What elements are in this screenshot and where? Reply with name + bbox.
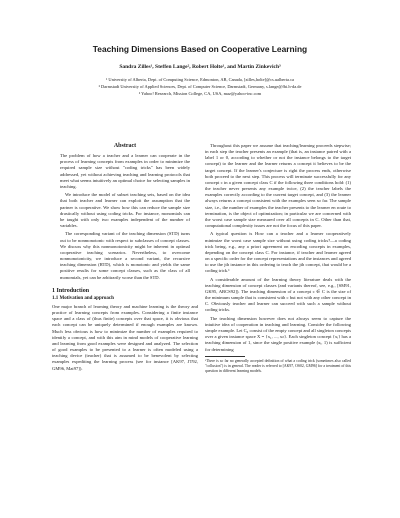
intro-paragraph: One major branch of learning theory and machine learning is the theory and practice of learning concepts from examples. Considering a finite instance space and a class of (thus finite) concepts over that space, it is obvious that each concept can be uniquely determined if enough examples are known. Much less obvious is how to minimize the number of examples required to identify a concept, and with this aim in mind models of cooperative learning and learning from good examples were designed and analyzed. The selection of good examples to be presented to a learner is often modeled using a teaching device (teacher) that is assumed to be benevolent by selecting examples expediting the learning process (see for instance [AK97, JT92, GM96, Mat97]). (52, 303, 198, 371)
abstract-paragraph: The corresponding variant of the teaching dimension (STD) turns out to be nonmonotonic with respect to subclasses of concept classes. We discuss why this nonmonotonicity might be inherent in optimal cooperative teaching scenarios. Nevertheless, to overcome nonmonotonicity, we introduce a second variant, the recursive teaching dimension (RTD), which is monotonic and yields the same positive results for some concept classes, such as the class of all monomials, yet can be arbitrarily worse than the STD. (60, 231, 190, 280)
footnote: ¹There is so far no generally accepted definition of what a coding trick (sometimes also called "collusion") is in general. The reader is referred to [AK97, OS02, GM96] for a treatment of this question in different learning models. (205, 358, 351, 373)
section-heading-introduction: 1 Introduction (52, 287, 90, 294)
affiliation-2: ² Darmstadt University of Applied Sciences, Dept. of Computer Science, Darmstadt, Germany, s.lange@fbi.h-da.de (98, 84, 302, 89)
body-paragraph: A typical question is How can a teacher and a learner cooperatively minimize the worst case sample size without using coding tricks?—a coding trick being, e.g., any a priori agreement on encoding concepts in examples, depending on the concept class C. For instance, if teacher and learner agreed on a specific order for the concept representations and the instances and agreed to use the jth instance in this ordering to teach the jth concept, that would be a coding trick.¹ (205, 231, 351, 274)
body-paragraph: A considerable amount of the learning theory literature deals with the teaching dimension of concept classes (and variants thereof, see, e.g., [SM91, GK95, ABCS92]). The teaching dimension of a concept c ∈ C is the size of the minimum sample that is consistent with c but not with any other concept in C. Obviously teacher and learner can succeed with such a sample without coding tricks. (205, 276, 351, 313)
right-column (205, 143, 351, 376)
author-list: Sandra Zilles¹, Steffen Lange², Robert Holte¹, and Martin Zinkevich³ (119, 64, 281, 70)
footnote-rule (205, 356, 245, 357)
left-column (52, 143, 198, 374)
paper-title: Teaching Dimensions Based on Cooperative Learning (92, 44, 308, 54)
subsection-heading-motivation: 1.1 Motivation and approach (52, 295, 114, 301)
abstract-paragraph: The problem of how a teacher and a learner can cooperate in the process of learning concepts from examples in order to minimize the required sample size without "coding tricks" has been widely addressed, yet without achieving teaching and learning protocols that meet what seems intuitively an optimal choice for selecting samples in teaching. (60, 153, 190, 189)
abstract (52, 153, 198, 281)
affiliation-3: ³ Yahoo! Research, Mission College, CA, USA, maz@yahoo-inc.com (138, 91, 262, 96)
abstract-heading: Abstract (113, 143, 137, 149)
affiliation-1: ¹ University of Alberta, Dept. of Computing Science, Edmonton, AB, Canada, [zilles,holte]@cs.ualberta.ca (105, 77, 294, 82)
abstract-paragraph: We introduce the model of subset teaching sets, based on the idea that both teacher and learner can exploit the assumption that the partner is cooperative. We show how this can reduce the sample size drastically without using coding tricks. For instance, monomials can be taught with only two examples independent of the number of variables. (60, 192, 190, 229)
body-paragraph: Throughout this paper we assume that teaching/learning proceeds stepwise; in each step the teacher presents an example (that is, an instance paired with a label 1 or 0, according to whether or not the instance belongs to the target concept) to the learner and the learner returns a concept it believes to be the target concept. If the learner's conjecture is right the process ends, otherwise both proceed to the next step. This process will terminate successfully for any concept c in a given concept class C if the following three conditions hold: (1) the teacher never presents any example twice, (2) the teacher labels the examples correctly according to the current target concept, and (3) the learner always returns a concept consistent with the examples seen so far. The sample size, i.e., the number of examples the teacher presents to the learner en route to termination, is the object of optimization; in particular we are concerned with the worst case sample size measured over all concepts in C. Other than that, computational complexity issues are not the focus of this paper. (205, 143, 351, 229)
body-paragraph: The teaching dimension however does not always seem to capture the intuitive idea of cooperation in teaching and learning. Consider the following simple example. Let C₀ consist of the empty concept and all singleton concepts over a given instance space X = {x₁, ..., xₙ}. Each singleton concept {xᵢ} has a teaching dimension of 1, since the single positive example (xᵢ, 1) is sufficient for determining (205, 315, 351, 352)
